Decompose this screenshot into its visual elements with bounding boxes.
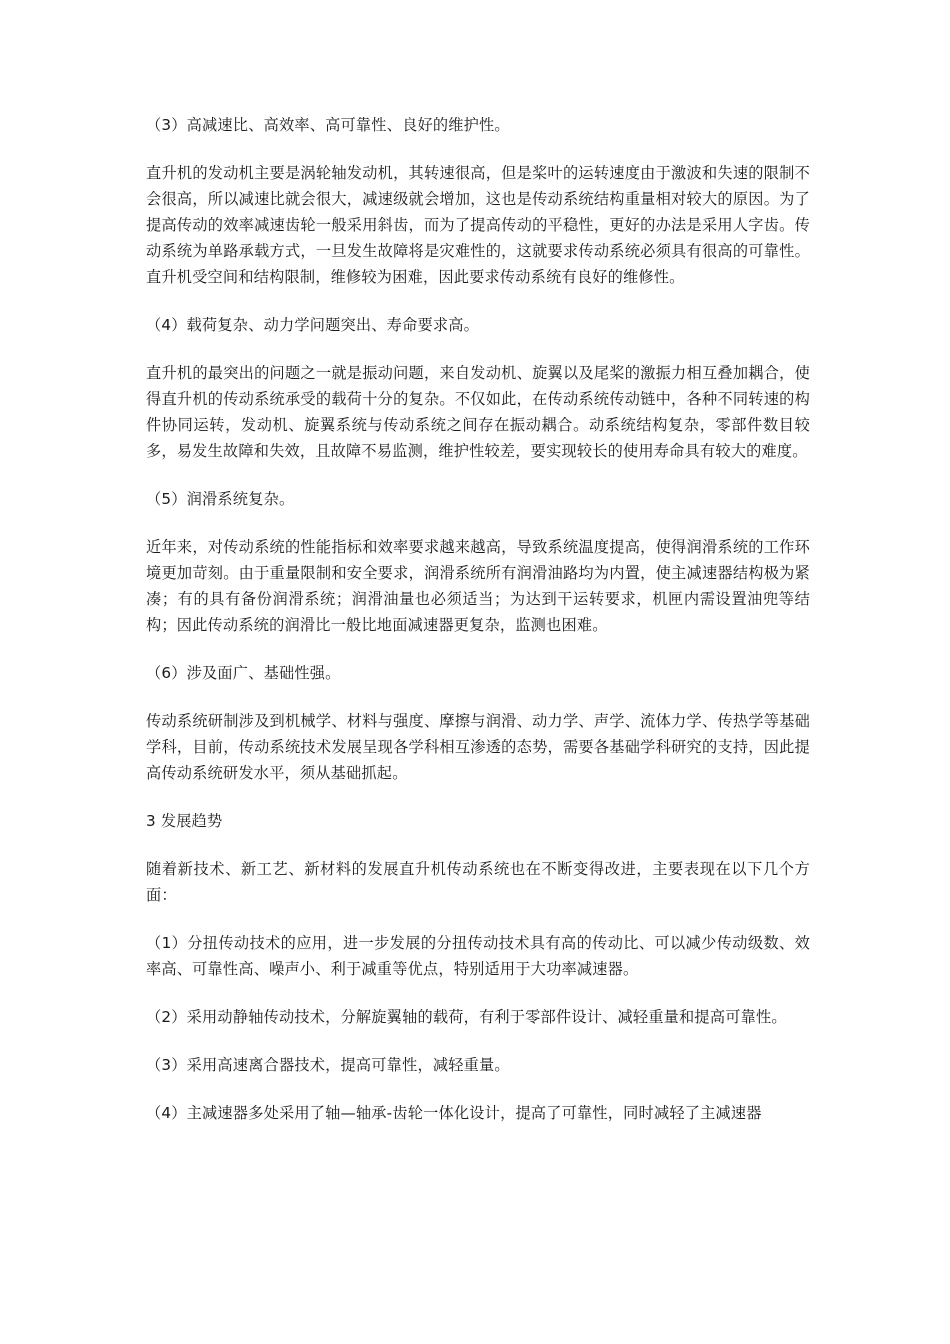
paragraph-lubrication: 近年来，对传动系统的性能指标和效率要求越来越高，导致系统温度提高，使得润滑系统的工作环境更加苛刻。由于重量限制和安全要求，润滑系统所有润滑油路均为内置，使主减速器结构极为紧凑；有的具有备份润滑系统；润滑油量也必须适当；为达到干运转要求，机匣内需设置油兜等结构；因此传动系统的润滑比一般比地面减速器更复杂，监测也困难。 bbox=[146, 538, 810, 634]
item-heading-6: （6）涉及面广、基础性强。 bbox=[146, 664, 341, 682]
trend-item-3: （3）采用高速离合器技术，提高可靠性，减轻重量。 bbox=[146, 1056, 510, 1074]
document-page bbox=[146, 112, 810, 1148]
trend-item-4: （4）主减速器多处采用了轴—轴承-齿轮一体化设计，提高了可靠性，同时减轻了主减速器 bbox=[146, 1104, 762, 1122]
paragraph-transmission-ratio: 直升机的发动机主要是涡轮轴发动机，其转速很高，但是桨叶的运转速度由于激波和失速的限制不会很高，所以减速比就会很大，减速级就会增加，这也是传动系统结构重量相对较大的原因。为了提高传动的效率减速齿轮一般采用斜齿，而为了提高传动的平稳性，更好的办法是采用人字齿。传动系统为单路承载方式，一旦发生故障将是灾难性的，这就要求传动系统必须具有很高的可靠性。直升机受空间和结构限制，维修较为困难，因此要求传动系统有良好的维修性。 bbox=[146, 164, 810, 286]
paragraph-disciplines: 传动系统研制涉及到机械学、材料与强度、摩擦与润滑、动力学、声学、流体力学、传热学等基础学科，目前，传动系统技术发展呈现各学科相互渗透的态势，需要各基础学科研究的支持，因此提高传动系统研发水平，须从基础抓起。 bbox=[146, 712, 810, 782]
trend-item-2: （2）采用动静轴传动技术，分解旋翼轴的载荷，有利于零部件设计、减轻重量和提高可靠性。 bbox=[146, 1008, 787, 1026]
item-heading-4: （4）载荷复杂、动力学问题突出、寿命要求高。 bbox=[146, 316, 480, 334]
trend-item-1: （1）分扭传动技术的应用，进一步发展的分扭传动技术具有高的传动比、可以减少传动级数、效率高、可靠性高、噪声小、利于减重等优点，特别适用于大功率减速器。 bbox=[146, 934, 810, 978]
item-heading-5: （5）润滑系统复杂。 bbox=[146, 490, 295, 508]
paragraph-vibration: 直升机的最突出的问题之一就是振动问题，来自发动机、旋翼以及尾桨的激振力相互叠加耦合，使得直升机的传动系统承受的载荷十分的复杂。不仅如此，在传动系统传动链中，各种不同转速的构件协同运转，发动机、旋翼系统与传动系统之间存在振动耦合。动系统结构复杂，零部件数目较多，易发生故障和失效，且故障不易监测，维护性较差，要实现较长的使用寿命具有较大的难度。 bbox=[146, 364, 810, 460]
paragraph-trends-intro: 随着新技术、新工艺、新材料的发展直升机传动系统也在不断变得改进，主要表现在以下几个方面： bbox=[146, 860, 810, 904]
section-heading-trends: 3 发展趋势 bbox=[146, 812, 223, 830]
item-heading-3: （3）高减速比、高效率、高可靠性、良好的维护性。 bbox=[146, 116, 510, 134]
